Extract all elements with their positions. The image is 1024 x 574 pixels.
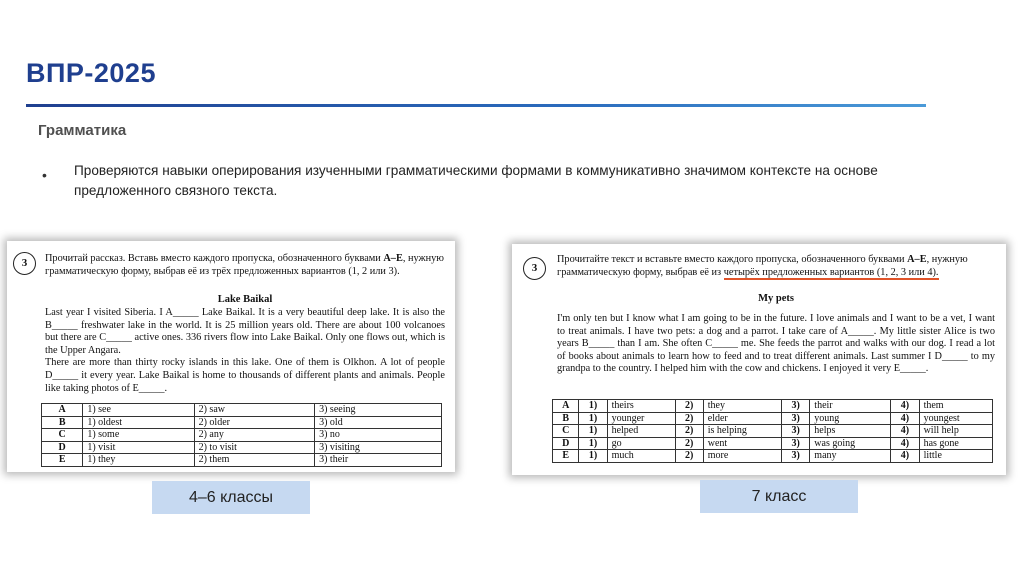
- page-title: ВПР-2025: [26, 58, 156, 88]
- option-cell: 2): [675, 437, 703, 450]
- option-cell: 3): [782, 412, 810, 425]
- table-row: [42, 416, 442, 429]
- table-row: [42, 404, 442, 417]
- task-card-grade-4-6: [7, 241, 455, 472]
- row-letter: E: [42, 454, 83, 467]
- task-instruction: Прочитай рассказ. Вставь вместо каждого пропуска, обозначенного буквами A–E, нужную грамматическую форму, выбрав её из трёх предложенных вариантов (1, 2 или 3).: [45, 253, 444, 277]
- task-number: 3: [13, 252, 36, 275]
- story-paragraph: There are more than thirty rocky islands in this lake. One of them is Olkhon. A lot of people D_____ it every year. Lake Baikal is home to thousands of different plants and animals. People like taking photos of E_____.: [45, 357, 445, 394]
- options-table: [41, 403, 442, 467]
- option-cell: 1): [579, 437, 607, 450]
- option-cell: 2) older: [194, 416, 315, 429]
- option-cell: 3): [782, 437, 810, 450]
- option-cell: 2): [675, 412, 703, 425]
- option-cell: 2) saw: [194, 404, 315, 417]
- title-divider: [26, 104, 926, 107]
- table-row: [42, 454, 442, 467]
- table-row: [553, 400, 993, 413]
- grade-label-7: 7 класс: [700, 480, 858, 513]
- story-text: I'm only ten but I know what I am going to be in the future. I love animals and I want to be a vet, I want to treat animals. I have two pets: a dog and a parrot. I take care of A_____. My little sister Alice is two years B_____ than I am. She often C_____ me. She feeds the parrot and walks with our dog. I read a lot of books about animals to learn how to feed and to treat different animals. Last summer I D_____ to my grandpa to the country. I helped him with the cow and chickens. I enjoyed it very E_____.: [557, 313, 995, 375]
- row-letter: B: [42, 416, 83, 429]
- option-cell: 1) they: [83, 454, 194, 467]
- option-cell: 2) to visit: [194, 441, 315, 454]
- option-cell: many: [810, 450, 891, 463]
- option-cell: youngest: [919, 412, 992, 425]
- option-cell: 1): [579, 412, 607, 425]
- option-cell: more: [703, 450, 781, 463]
- row-letter: C: [553, 425, 579, 438]
- table-row: [42, 429, 442, 442]
- option-cell: 3): [782, 425, 810, 438]
- option-cell: 2) them: [194, 454, 315, 467]
- bullet-marker: •: [42, 167, 47, 183]
- option-cell: was going: [810, 437, 891, 450]
- option-cell: 3): [782, 450, 810, 463]
- option-cell: 1): [579, 450, 607, 463]
- option-cell: helps: [810, 425, 891, 438]
- option-cell: 1): [579, 400, 607, 413]
- option-cell: 3): [782, 400, 810, 413]
- option-cell: 1) visit: [83, 441, 194, 454]
- table-row: [553, 412, 993, 425]
- option-cell: 4): [891, 400, 919, 413]
- option-cell: 3) old: [315, 416, 442, 429]
- option-cell: 1) see: [83, 404, 194, 417]
- option-cell: 3) seeing: [315, 404, 442, 417]
- row-letter: B: [553, 412, 579, 425]
- story-title: Lake Baikal: [217, 294, 273, 305]
- option-cell: 2): [675, 450, 703, 463]
- task-instruction: Прочитайте текст и вставьте вместо каждого пропуска, обозначенного буквами A–E, нужную грамматическую форму, выбрав её из четырёх предложенных вариантов (1, 2, 3 или 4).: [557, 254, 968, 278]
- option-cell: them: [919, 400, 992, 413]
- option-cell: 4): [891, 450, 919, 463]
- option-cell: theirs: [607, 400, 675, 413]
- option-cell: little: [919, 450, 992, 463]
- row-letter: D: [42, 441, 83, 454]
- option-cell: younger: [607, 412, 675, 425]
- option-cell: 2) any: [194, 429, 315, 442]
- option-cell: young: [810, 412, 891, 425]
- task-card-grade-7: [512, 244, 1006, 475]
- task-number: 3: [523, 257, 546, 280]
- row-letter: A: [42, 404, 83, 417]
- option-cell: 1) some: [83, 429, 194, 442]
- option-cell: went: [703, 437, 781, 450]
- option-cell: 3) no: [315, 429, 442, 442]
- option-cell: 1): [579, 425, 607, 438]
- row-letter: D: [553, 437, 579, 450]
- option-cell: their: [810, 400, 891, 413]
- option-cell: is helping: [703, 425, 781, 438]
- table-row: [553, 425, 993, 438]
- option-cell: will help: [919, 425, 992, 438]
- table-row: [42, 441, 442, 454]
- section-title: Грамматика: [38, 122, 127, 139]
- story-title: My pets: [758, 293, 794, 304]
- option-cell: elder: [703, 412, 781, 425]
- options-table: [552, 399, 993, 463]
- table-row: [553, 437, 993, 450]
- row-letter: A: [553, 400, 579, 413]
- option-cell: has gone: [919, 437, 992, 450]
- option-cell: go: [607, 437, 675, 450]
- table-row: [553, 450, 993, 463]
- highlighted-variant-count: четырёх предложенных вариантов (1, 2, 3 или 4).: [723, 266, 939, 278]
- option-cell: 4): [891, 425, 919, 438]
- option-cell: 2): [675, 425, 703, 438]
- row-letter: C: [42, 429, 83, 442]
- option-cell: 2): [675, 400, 703, 413]
- option-cell: much: [607, 450, 675, 463]
- story-paragraph: Last year I visited Siberia. I A_____ Lake Baikal. It is a very beautiful deep lake. It is also the B_____ freshwater lake in the world. It is 25 million years old. There are about 100 volcanoes but there are C_____ active ones. 336 rivers flow into Lake Baikal. Only one flows out, which is the Upper Angara.: [45, 307, 445, 356]
- bullet-text: Проверяются навыки оперирования изученными грамматическими формами в коммуникативно значимом контексте на основе предложенного связного текста.: [74, 163, 878, 198]
- option-cell: 3) their: [315, 454, 442, 467]
- row-letter: E: [553, 450, 579, 463]
- option-cell: helped: [607, 425, 675, 438]
- option-cell: 3) visiting: [315, 441, 442, 454]
- option-cell: 1) oldest: [83, 416, 194, 429]
- option-cell: 4): [891, 412, 919, 425]
- story-text: [45, 307, 445, 395]
- option-cell: 4): [891, 437, 919, 450]
- option-cell: they: [703, 400, 781, 413]
- grade-label-4-6: 4–6 классы: [152, 481, 310, 514]
